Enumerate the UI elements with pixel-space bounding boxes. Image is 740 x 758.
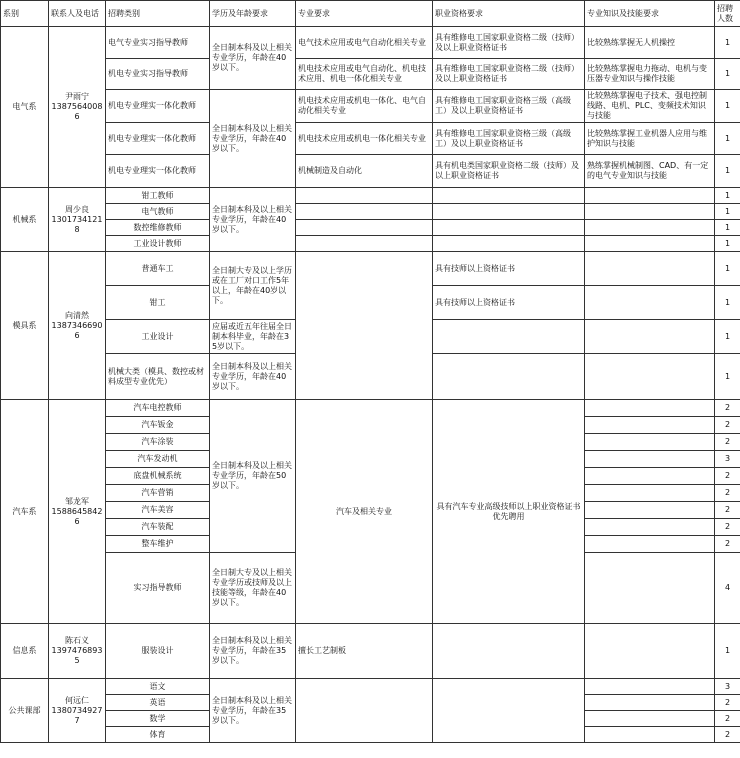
- major-cell: 机电技术应用或机电一体化相关专业: [296, 123, 433, 155]
- category-cell: 汽车发动机: [106, 451, 210, 468]
- contact-cell: [49, 679, 106, 743]
- count-cell: 3: [715, 451, 740, 468]
- skill-cell: [585, 485, 715, 502]
- education-cell: 全日制大专及以上相关专业学历或技师及以上技能等级，年龄在40岁以下。: [210, 553, 296, 624]
- count-cell: 2: [715, 468, 740, 485]
- skill-cell: 比较熟练掌握电力拖动、电机与变压器专业知识与操作技能: [585, 59, 715, 90]
- count-cell: 1: [715, 320, 740, 354]
- contact-cell: [49, 400, 106, 624]
- contact-phone: 13807349277: [51, 705, 103, 725]
- skill-cell: [585, 553, 715, 624]
- skill-cell: [585, 624, 715, 679]
- category-cell: 工业设计: [106, 320, 210, 354]
- skill-cell: 熟练掌握机械制图、CAD、有一定的电气专业知识与技能: [585, 155, 715, 188]
- category-cell: 电气专业实习指导教师: [106, 27, 210, 59]
- header-dept: 系别: [1, 1, 49, 27]
- qualification-cell: 具有维修电工国家职业资格二级（技师）及以上职业资格证书: [433, 59, 585, 90]
- qualification-cell: [433, 354, 585, 400]
- skill-cell: [585, 286, 715, 320]
- header-count: 招聘人数: [715, 1, 740, 27]
- contact-name: 尹雨宁: [65, 92, 89, 101]
- header-contact: 联系人及电话: [49, 1, 106, 27]
- category-cell: 体育: [106, 727, 210, 743]
- skill-cell: [585, 434, 715, 451]
- skill-cell: [585, 727, 715, 743]
- skill-cell: [585, 519, 715, 536]
- category-cell: 数学: [106, 711, 210, 727]
- category-cell: 底盘机械系统: [106, 468, 210, 485]
- contact-name: 向清然: [65, 310, 89, 320]
- education-cell: 全日制本科及以上相关专业学历，年龄在40岁以下。: [210, 90, 296, 188]
- count-cell: 2: [715, 400, 740, 417]
- skill-cell: [585, 188, 715, 204]
- category-cell: 英语: [106, 695, 210, 711]
- skill-cell: [585, 417, 715, 434]
- dept-cell: 机械系: [1, 188, 49, 252]
- count-cell: 2: [715, 727, 740, 743]
- count-cell: 2: [715, 485, 740, 502]
- skill-cell: [585, 204, 715, 220]
- header-qualification: 职业资格要求: [433, 1, 585, 27]
- skill-cell: [585, 236, 715, 252]
- category-cell: 机械大类（模具、数控或材料成型专业优先）: [106, 354, 210, 400]
- count-cell: 2: [715, 502, 740, 519]
- category-cell: 语文: [106, 679, 210, 695]
- qualification-cell: 具有技师以上资格证书: [433, 286, 585, 320]
- contact-phone: 15886458426: [51, 506, 103, 526]
- table-row: [1, 188, 740, 204]
- table-row: [1, 624, 740, 679]
- count-cell: 2: [715, 536, 740, 553]
- skill-cell: [585, 679, 715, 695]
- count-cell: 2: [715, 695, 740, 711]
- category-cell: 机电专业理实一体化教师: [106, 155, 210, 188]
- category-cell: 汽车电控教师: [106, 400, 210, 417]
- count-cell: 1: [715, 286, 740, 320]
- table-row: [1, 204, 740, 220]
- qualification-cell: [433, 320, 585, 354]
- header-major: 专业要求: [296, 1, 433, 27]
- count-cell: 2: [715, 711, 740, 727]
- count-cell: 2: [715, 434, 740, 451]
- table-row: [1, 123, 740, 155]
- category-cell: 普通车工: [106, 252, 210, 286]
- count-cell: 1: [715, 155, 740, 188]
- major-cell: [296, 679, 433, 743]
- skill-cell: [585, 536, 715, 553]
- education-cell: 全日制本科及以上相关专业学历，年龄在40岁以下。: [210, 188, 296, 252]
- dept-cell: 模具系: [1, 252, 49, 400]
- skill-cell: [585, 400, 715, 417]
- education-cell: 应届或近五年往届全日制本科毕业，年龄在35岁以下。: [210, 320, 296, 354]
- skill-cell: [585, 468, 715, 485]
- category-cell: 汽车钣金: [106, 417, 210, 434]
- skill-cell: [585, 354, 715, 400]
- table-row: [1, 27, 740, 59]
- skill-cell: [585, 502, 715, 519]
- contact-name: 邹龙军: [65, 496, 89, 506]
- qualification-cell: 具有维修电工国家职业资格二级（技师）及以上职业资格证书: [433, 27, 585, 59]
- major-cell: 汽车及相关专业: [296, 400, 433, 624]
- education-cell: 全日制本科及以上相关专业学历，年龄在35岁以下。: [210, 679, 296, 743]
- count-cell: 4: [715, 553, 740, 624]
- major-cell: 电气技术应用或电气自动化相关专业: [296, 27, 433, 59]
- table-row: [1, 90, 740, 123]
- contact-phone: 13974768935: [51, 646, 103, 665]
- education-cell: 全日制本科及以上相关专业学历，年龄在40岁以下。: [210, 354, 296, 400]
- dept-cell: 电气系: [1, 27, 49, 188]
- category-cell: 机电专业实习指导教师: [106, 59, 210, 90]
- education-cell: 全日制大专及以上学历或在工厂对口工作5年以上，年龄在40岁以下。: [210, 252, 296, 320]
- count-cell: 1: [715, 236, 740, 252]
- major-cell: 机械制造及自动化: [296, 155, 433, 188]
- table-row: [1, 236, 740, 252]
- contact-name: 陈石义: [65, 636, 89, 645]
- contact-cell: [49, 27, 106, 188]
- category-cell: 汽车涂装: [106, 434, 210, 451]
- education-cell: 全日制本科及以上相关专业学历，年龄在40岁以下。: [210, 27, 296, 90]
- table-row: [1, 400, 740, 417]
- skill-cell: [585, 252, 715, 286]
- category-cell: 机电专业理实一体化教师: [106, 123, 210, 155]
- skill-cell: [585, 695, 715, 711]
- header-category: 招聘类别: [106, 1, 210, 27]
- count-cell: 1: [715, 188, 740, 204]
- count-cell: 1: [715, 220, 740, 236]
- qualification-cell: [433, 236, 585, 252]
- table-row: [1, 252, 740, 286]
- major-cell: 机电技术应用或电气自动化、机电技术应用、机电一体化相关专业: [296, 59, 433, 90]
- qualification-cell: 具有技师以上资格证书: [433, 252, 585, 286]
- skill-cell: [585, 320, 715, 354]
- count-cell: 1: [715, 90, 740, 123]
- category-cell: 机电专业理实一体化教师: [106, 90, 210, 123]
- skill-cell: [585, 220, 715, 236]
- category-cell: 电气教师: [106, 204, 210, 220]
- category-cell: 钳工教师: [106, 188, 210, 204]
- qualification-cell: 具有汽车专业高级技师以上职业资格证书优先聘用: [433, 400, 585, 624]
- category-cell: 汽车营销: [106, 485, 210, 502]
- skill-cell: 比较熟练掌握无人机操控: [585, 27, 715, 59]
- count-cell: 1: [715, 27, 740, 59]
- table-row: [1, 59, 740, 90]
- major-cell: 机电技术应用或机电一体化、电气自动化相关专业: [296, 90, 433, 123]
- major-cell: [296, 188, 433, 204]
- major-cell: [296, 204, 433, 220]
- category-cell: 整车维护: [106, 536, 210, 553]
- category-cell: 汽车美容: [106, 502, 210, 519]
- contact-cell: [49, 252, 106, 400]
- count-cell: 1: [715, 204, 740, 220]
- count-cell: 2: [715, 417, 740, 434]
- category-cell: 钳工: [106, 286, 210, 320]
- major-cell: [296, 236, 433, 252]
- qualification-cell: 具有维修电工国家职业资格三级（高级工）及以上职业资格证书: [433, 123, 585, 155]
- skill-cell: 比较熟练掌握工业机器人应用与维护知识与技能: [585, 123, 715, 155]
- education-cell: 全日制本科及以上相关专业学历，年龄在35岁以下。: [210, 624, 296, 679]
- qualification-cell: [433, 624, 585, 679]
- category-cell: 服装设计: [106, 624, 210, 679]
- skill-cell: [585, 451, 715, 468]
- skill-cell: 比较熟练掌握电子技术、强电控制线路、电机、PLC、变频技术知识与技能: [585, 90, 715, 123]
- category-cell: 数控维修教师: [106, 220, 210, 236]
- dept-cell: 汽车系: [1, 400, 49, 624]
- table-row: [1, 155, 740, 188]
- qualification-cell: 具有机电类国家职业资格二级（技师）及以上职业资格证书: [433, 155, 585, 188]
- count-cell: 1: [715, 59, 740, 90]
- qualification-cell: [433, 679, 585, 743]
- header-skills: 专业知识及技能要求: [585, 1, 715, 27]
- education-cell: 全日制本科及以上相关专业学历，年龄在50岁以下。: [210, 400, 296, 553]
- count-cell: 3: [715, 679, 740, 695]
- major-cell: [296, 220, 433, 236]
- contact-cell: [49, 624, 106, 679]
- qualification-cell: [433, 188, 585, 204]
- qualification-cell: 具有维修电工国家职业资格三级（高级工）及以上职业资格证书: [433, 90, 585, 123]
- count-cell: 2: [715, 519, 740, 536]
- category-cell: 实习指导教师: [106, 553, 210, 624]
- qualification-cell: [433, 220, 585, 236]
- count-cell: 1: [715, 354, 740, 400]
- category-cell: 工业设计教师: [106, 236, 210, 252]
- contact-phone: 13873466906: [51, 320, 103, 340]
- skill-cell: [585, 711, 715, 727]
- header-education: 学历及年龄要求: [210, 1, 296, 27]
- table-row: [1, 679, 740, 695]
- dept-cell: 信息系: [1, 624, 49, 679]
- dept-cell: 公共课部: [1, 679, 49, 743]
- major-cell: [296, 252, 433, 400]
- contact-name: 何远仁: [65, 695, 89, 705]
- count-cell: 1: [715, 252, 740, 286]
- major-cell: 擅长工艺制板: [296, 624, 433, 679]
- contact-name: 周少良: [65, 204, 89, 214]
- qualification-cell: [433, 204, 585, 220]
- contact-phone: 13017341218: [51, 214, 103, 234]
- count-cell: 1: [715, 123, 740, 155]
- table-row: [1, 220, 740, 236]
- contact-phone: 13875640086: [51, 102, 103, 121]
- contact-cell: [49, 188, 106, 252]
- header-row: [1, 1, 740, 27]
- count-cell: 1: [715, 624, 740, 679]
- category-cell: 汽车装配: [106, 519, 210, 536]
